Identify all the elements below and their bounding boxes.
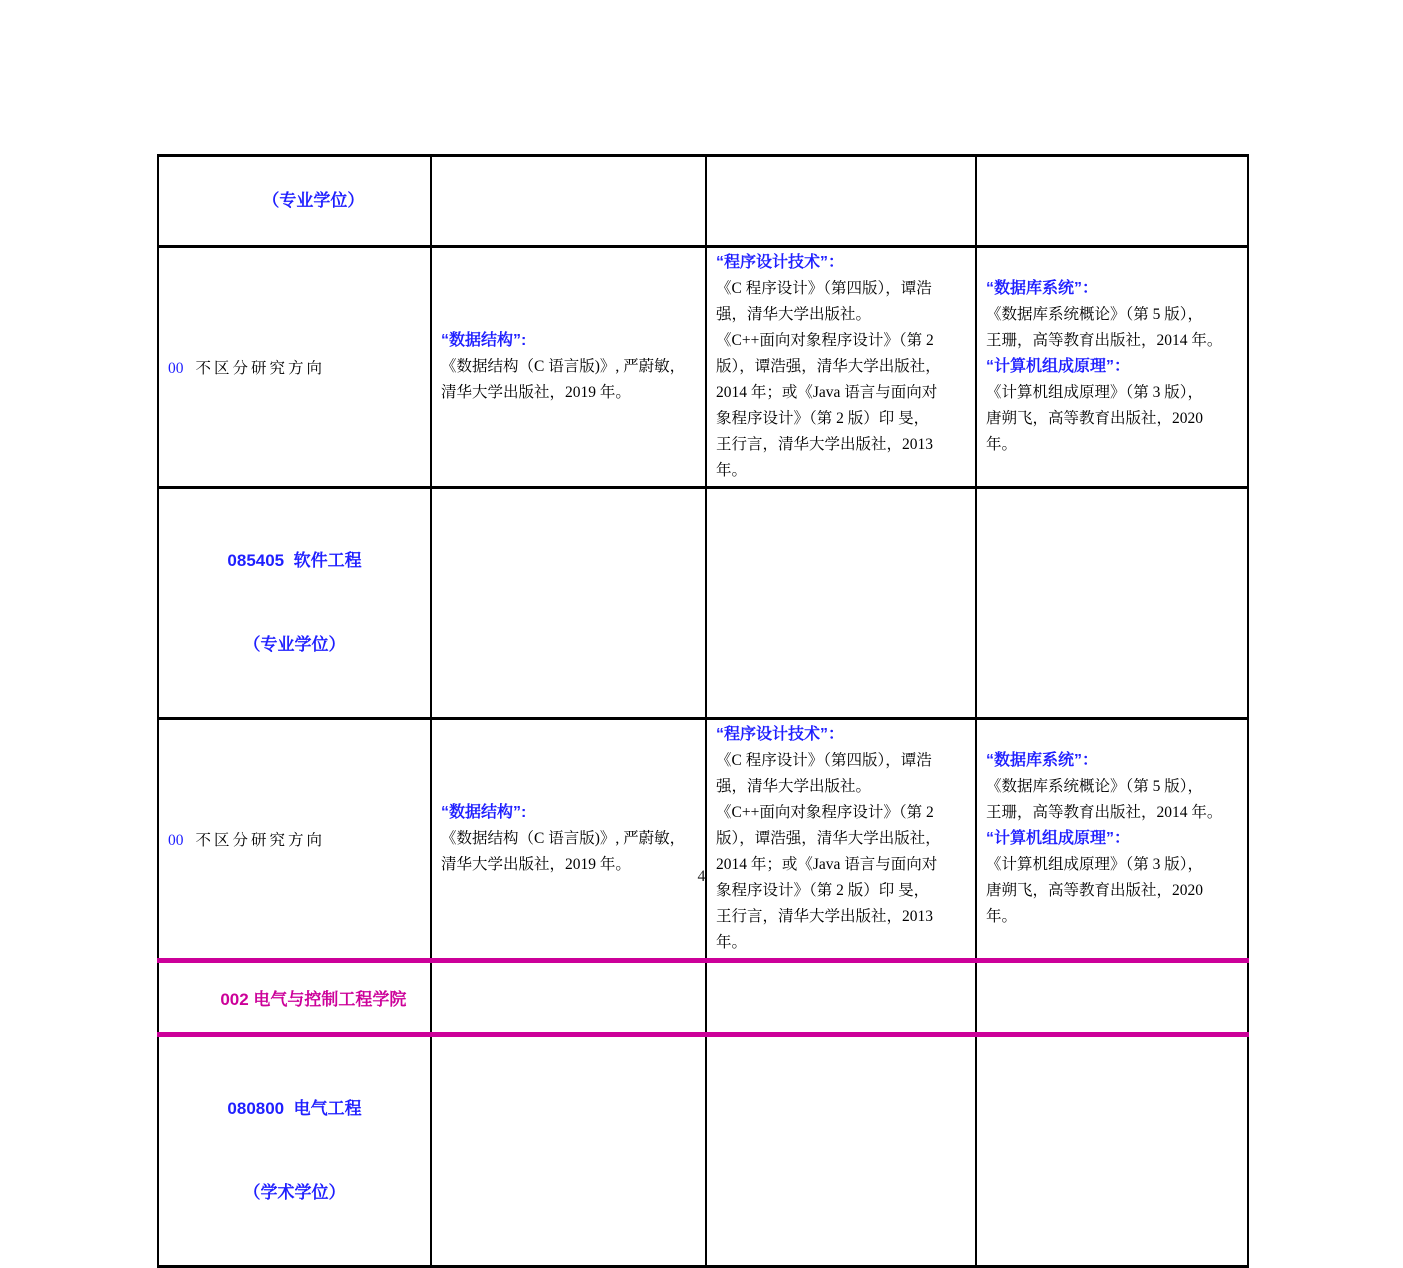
text-line: 《C 程序设计》（第四版），谭浩 (716, 752, 932, 769)
empty-cell (431, 1035, 706, 1267)
subject-title: “计算机组成原理”： (986, 830, 1131, 847)
book-lines (986, 852, 1238, 930)
book-lines (986, 380, 1238, 458)
text-line: 王行言，清华大学出版社，2013 (716, 908, 934, 925)
direction-label: 不区分研究方向 (195, 360, 326, 377)
program-code-name: 080800 电气工程 (227, 1099, 362, 1118)
program-code-name: 085405 软件工程 (227, 551, 362, 570)
text-line: 《数据库系统概论》（第 5 版）， (986, 306, 1204, 323)
text-line: 《数据库系统概论》（第 5 版）， (986, 778, 1204, 795)
degree-type-label: （专业学位） (262, 191, 365, 210)
text-line: 年。 (986, 908, 1018, 925)
text-line: 《计算机组成原理》（第 3 版）， (986, 856, 1204, 873)
cell-subject-database-and-architecture (976, 247, 1248, 488)
direction-code: 00 (168, 360, 184, 377)
empty-cell (706, 961, 976, 1035)
cell-degree-type-continued (158, 156, 431, 247)
text-line: 王珊，高等教育出版社，2014 年。 (986, 332, 1223, 349)
text-line: 《C++面向对象程序设计》（第 2 (716, 804, 934, 821)
cell-subject-data-structures (431, 719, 706, 961)
text-line: 唐朔飞，高等教育出版社，2020 (986, 410, 1204, 427)
book-lines (986, 774, 1238, 826)
book-lines (441, 354, 696, 406)
subject-title: “数据结构”: (441, 804, 527, 821)
empty-cell (431, 488, 706, 719)
subject-title: “程序设计技术”： (716, 254, 845, 271)
text-line: 《数据结构（C 语言版)》, 严蔚敏， (441, 830, 686, 847)
subject-title: “数据结构”: (441, 332, 527, 349)
cell-subject-database-and-architecture (976, 719, 1248, 961)
text-line: 年。 (716, 462, 748, 479)
text-line: 版），谭浩强，清华大学出版社， (716, 358, 941, 375)
text-line: 2014 年；或《Java 语言与面向对 (716, 384, 938, 401)
text-line: 年。 (986, 436, 1018, 453)
program-degree-type: （学术学位） (243, 1183, 346, 1202)
subject-title: “数据库系统”： (986, 752, 1099, 769)
book-lines (986, 302, 1238, 354)
cell-research-direction (158, 719, 431, 961)
cell-subject-programming (706, 719, 976, 961)
text-line: 《数据结构（C 语言版)》, 严蔚敏， (441, 358, 686, 375)
table-row (158, 1035, 1248, 1267)
empty-cell (976, 488, 1248, 719)
text-line: 清华大学出版社，2019 年。 (441, 856, 631, 873)
cell-program-software-engineering (158, 488, 431, 719)
empty-cell (976, 1035, 1248, 1267)
text-line: 《计算机组成原理》（第 3 版）， (986, 384, 1204, 401)
program-degree-type: （专业学位） (243, 635, 346, 654)
empty-cell (706, 156, 976, 247)
text-line: 《C++面向对象程序设计》（第 2 (716, 332, 934, 349)
empty-cell (706, 488, 976, 719)
subject-title: “计算机组成原理”： (986, 358, 1131, 375)
text-line: 王行言，清华大学出版社，2013 (716, 436, 934, 453)
book-lines (716, 276, 966, 484)
empty-cell (431, 156, 706, 247)
book-lines (716, 748, 966, 956)
cell-program-electrical-engineering (158, 1035, 431, 1267)
text-line: 象程序设计》（第 2 版）印 旻， (716, 882, 930, 899)
cell-subject-programming (706, 247, 976, 488)
text-line: 唐朔飞，高等教育出版社，2020 (986, 882, 1204, 899)
page-number: 4 (697, 868, 706, 885)
text-line: 强，清华大学出版社。 (716, 778, 872, 795)
subject-title: “数据库系统”： (986, 280, 1099, 297)
text-line: 版），谭浩强，清华大学出版社， (716, 830, 941, 847)
table-row (158, 488, 1248, 719)
table-row (158, 719, 1248, 961)
reference-books-table (157, 154, 1249, 1268)
text-line: 2014 年；或《Java 语言与面向对 (716, 856, 938, 873)
cell-college-electrical-engineering (158, 961, 431, 1035)
text-line: 年。 (716, 934, 748, 951)
direction-code: 00 (168, 832, 184, 849)
subject-title: “程序设计技术”： (716, 726, 845, 743)
text-line: 清华大学出版社，2019 年。 (441, 384, 631, 401)
text-line: 强，清华大学出版社。 (716, 306, 872, 323)
direction-label: 不区分研究方向 (195, 832, 326, 849)
table-row-college-divider (158, 961, 1248, 1035)
text-line: 象程序设计》（第 2 版）印 旻， (716, 410, 930, 427)
empty-cell (976, 961, 1248, 1035)
empty-cell (431, 961, 706, 1035)
cell-subject-data-structures (431, 247, 706, 488)
text-line: 王珊，高等教育出版社，2014 年。 (986, 804, 1223, 821)
table-row (158, 247, 1248, 488)
cell-research-direction (158, 247, 431, 488)
college-code-name: 002 电气与控制工程学院 (220, 990, 407, 1009)
empty-cell (976, 156, 1248, 247)
text-line: 《C 程序设计》（第四版），谭浩 (716, 280, 932, 297)
empty-cell (706, 1035, 976, 1267)
table-row (158, 156, 1248, 247)
